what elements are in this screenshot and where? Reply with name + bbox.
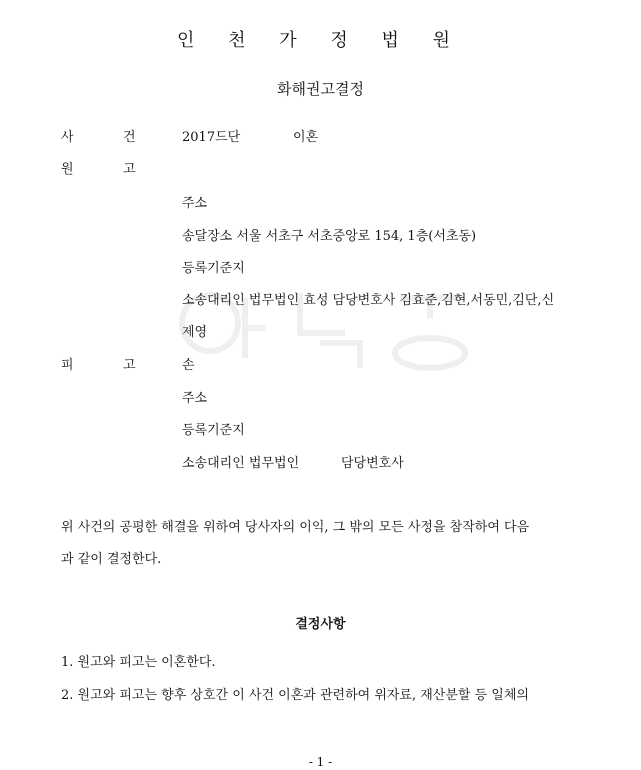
page-number: - 1 - — [308, 755, 333, 769]
court-name: 인 천 가 정 법 원 — [177, 30, 464, 51]
decision-item: 2. 원고와 피고는 향후 상호간 이 사건 이혼과 관련하여 위자료, 재산분할 등 일체의 — [61, 688, 529, 703]
case-label: 사 건 — [61, 130, 136, 145]
plaintiff-label: 원 고 — [61, 162, 136, 177]
plaintiff-address: 주소 — [182, 196, 208, 211]
defendant-address: 주소 — [182, 391, 208, 406]
defendant-label: 피 고 — [61, 358, 136, 373]
defendant-name: 손 — [182, 358, 195, 373]
plaintiff-counsel: 소송대리인 법무법인 효성 담당변호사 김효준,김현,서동민,김단,신 — [182, 293, 555, 308]
decision-header: 결정사항 — [295, 617, 346, 632]
decision-item: 1. 원고와 피고는 이혼한다. — [61, 655, 216, 670]
case-number: 2017드단 — [182, 130, 241, 145]
defendant-counsel: 소송대리인 법무법인 — [182, 456, 300, 471]
intro-paragraph-cont: 과 같이 결정한다. — [61, 552, 162, 567]
defendant-registry: 등록기준지 — [182, 423, 245, 438]
plaintiff-registry: 등록기준지 — [182, 261, 245, 276]
case-name: 이혼 — [293, 130, 319, 145]
plaintiff-counsel-cont: 제영 — [182, 325, 208, 340]
document-title: 화해권고결정 — [277, 80, 364, 98]
plaintiff-delivery: 송달장소 서울 서초구 서초중앙로 154, 1층(서초동) — [182, 229, 477, 244]
defendant-counsel-lawyer: 담당변호사 — [341, 456, 404, 471]
intro-paragraph: 위 사건의 공평한 해결을 위하여 당사자의 이익, 그 밖의 모든 사정을 참작하여 다음 — [61, 520, 530, 535]
